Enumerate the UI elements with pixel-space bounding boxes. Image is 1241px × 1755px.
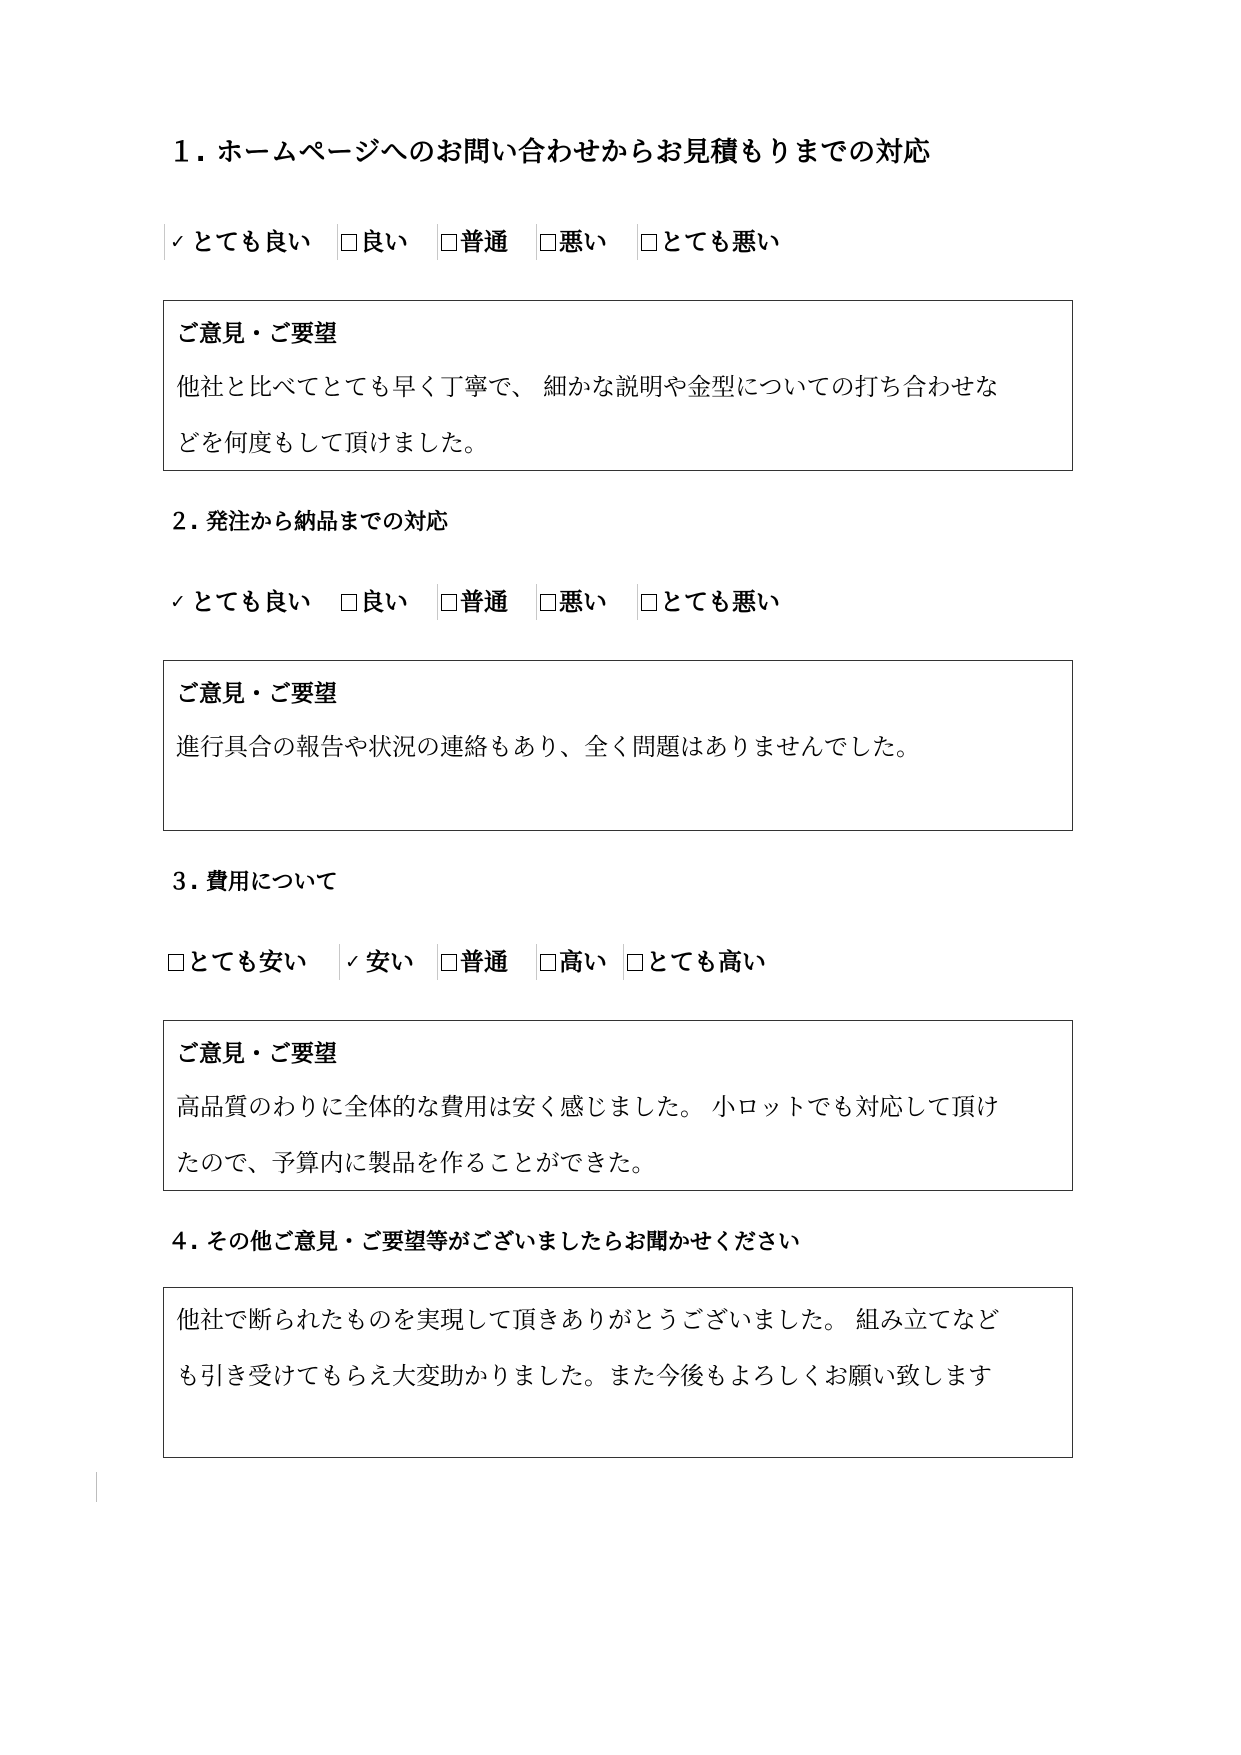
text-cursor xyxy=(536,944,537,980)
section-1-option-very-bad[interactable] xyxy=(641,224,780,260)
feedback-text-line-1: 他社で断られたものを実現して頂きありがとうございました。 組み立てなど xyxy=(176,1306,1000,1334)
option-label: 良い xyxy=(360,588,408,616)
option-label: 普通 xyxy=(460,228,508,256)
feedback-box-label: ご意見・ご要望 xyxy=(176,681,337,707)
option-label: とても悪い xyxy=(660,228,780,256)
section-2-option-good[interactable] xyxy=(341,584,408,620)
option-label: とても高い xyxy=(646,948,766,976)
option-label: 悪い xyxy=(559,588,607,616)
empty-checkbox-icon[interactable] xyxy=(641,594,657,611)
text-cursor xyxy=(637,584,638,620)
empty-checkbox-icon[interactable] xyxy=(441,594,457,611)
feedback-box-label: ご意見・ご要望 xyxy=(176,321,337,347)
section-3-title: ３. 費用について xyxy=(168,870,338,895)
feedback-text-line-1: 他社と比べてとても早く丁寧で、 細かな説明や金型についての打ち合わせな xyxy=(176,373,999,401)
empty-checkbox-icon[interactable] xyxy=(540,234,556,251)
feedback-text-line-2: どを何度もして頂けました。 xyxy=(176,429,488,457)
text-cursor xyxy=(337,224,338,260)
empty-checkbox-icon[interactable] xyxy=(540,594,556,611)
section-3-option-expensive[interactable] xyxy=(540,944,607,980)
checkmark-icon: ✓ xyxy=(170,591,186,613)
section-4-feedback-box[interactable] xyxy=(163,1287,1073,1458)
page-margin-marker xyxy=(96,1472,97,1502)
text-cursor xyxy=(339,944,340,980)
feedback-text-line-1: 進行具合の報告や状況の連絡もあり、全く問題はありませんでした。 xyxy=(176,733,920,761)
text-cursor xyxy=(623,944,624,980)
feedback-text-line-2: たので、予算内に製品を作ることができた。 xyxy=(176,1149,656,1177)
section-2-option-normal[interactable] xyxy=(441,584,508,620)
option-label: とても良い xyxy=(191,588,311,616)
feedback-text-line-2: も引き受けてもらえ大変助かりました。また今後もよろしくお願い致します xyxy=(176,1362,992,1390)
option-label: 安い xyxy=(366,948,414,976)
section-3-option-very-cheap[interactable] xyxy=(168,944,307,980)
empty-checkbox-icon[interactable] xyxy=(540,954,556,971)
section-2-option-very-good[interactable] xyxy=(168,584,311,620)
text-cursor xyxy=(437,224,438,260)
checkmark-icon: ✓ xyxy=(170,231,186,253)
option-label: とても良い xyxy=(191,228,311,256)
section-2-option-very-bad[interactable] xyxy=(641,584,780,620)
checkmark-icon: ✓ xyxy=(345,951,361,973)
section-2-title: ２. 発注から納品までの対応 xyxy=(168,510,449,535)
option-label: 悪い xyxy=(559,228,607,256)
section-1-option-normal[interactable] xyxy=(441,224,508,260)
section-1-option-bad[interactable] xyxy=(540,224,607,260)
section-1-option-good[interactable] xyxy=(341,224,408,260)
option-label: 普通 xyxy=(460,588,508,616)
section-3-option-very-expensive[interactable] xyxy=(627,944,766,980)
text-cursor xyxy=(164,224,165,260)
option-label: とても安い xyxy=(187,948,307,976)
feedback-text-line-1: 高品質のわりに全体的な費用は安く感じました。 小ロットでも対応して頂け xyxy=(176,1093,1000,1121)
text-cursor xyxy=(437,944,438,980)
option-label: 普通 xyxy=(460,948,508,976)
text-cursor xyxy=(637,224,638,260)
text-cursor xyxy=(536,224,537,260)
option-label: とても悪い xyxy=(660,588,780,616)
section-3-option-cheap[interactable] xyxy=(343,944,414,980)
empty-checkbox-icon[interactable] xyxy=(441,954,457,971)
empty-checkbox-icon[interactable] xyxy=(341,234,357,251)
empty-checkbox-icon[interactable] xyxy=(168,954,184,971)
option-label: 良い xyxy=(360,228,408,256)
section-4-title: ４. その他ご意見・ご要望等がございましたらお聞かせください xyxy=(168,1230,801,1255)
section-1-title: １. ホームページへのお問い合わせからお見積もりまでの対応 xyxy=(168,137,931,168)
text-cursor xyxy=(536,584,537,620)
text-cursor xyxy=(437,584,438,620)
empty-checkbox-icon[interactable] xyxy=(441,234,457,251)
feedback-box-label: ご意見・ご要望 xyxy=(176,1041,337,1067)
empty-checkbox-icon[interactable] xyxy=(641,234,657,251)
section-2-option-bad[interactable] xyxy=(540,584,607,620)
section-3-feedback-box[interactable] xyxy=(163,1020,1073,1191)
option-label: 高い xyxy=(559,948,607,976)
section-1-feedback-box[interactable] xyxy=(163,300,1073,471)
section-1-option-very-good[interactable] xyxy=(168,224,311,260)
empty-checkbox-icon[interactable] xyxy=(627,954,643,971)
empty-checkbox-icon[interactable] xyxy=(341,594,357,611)
section-3-option-normal[interactable] xyxy=(441,944,508,980)
section-2-feedback-box[interactable] xyxy=(163,660,1073,831)
